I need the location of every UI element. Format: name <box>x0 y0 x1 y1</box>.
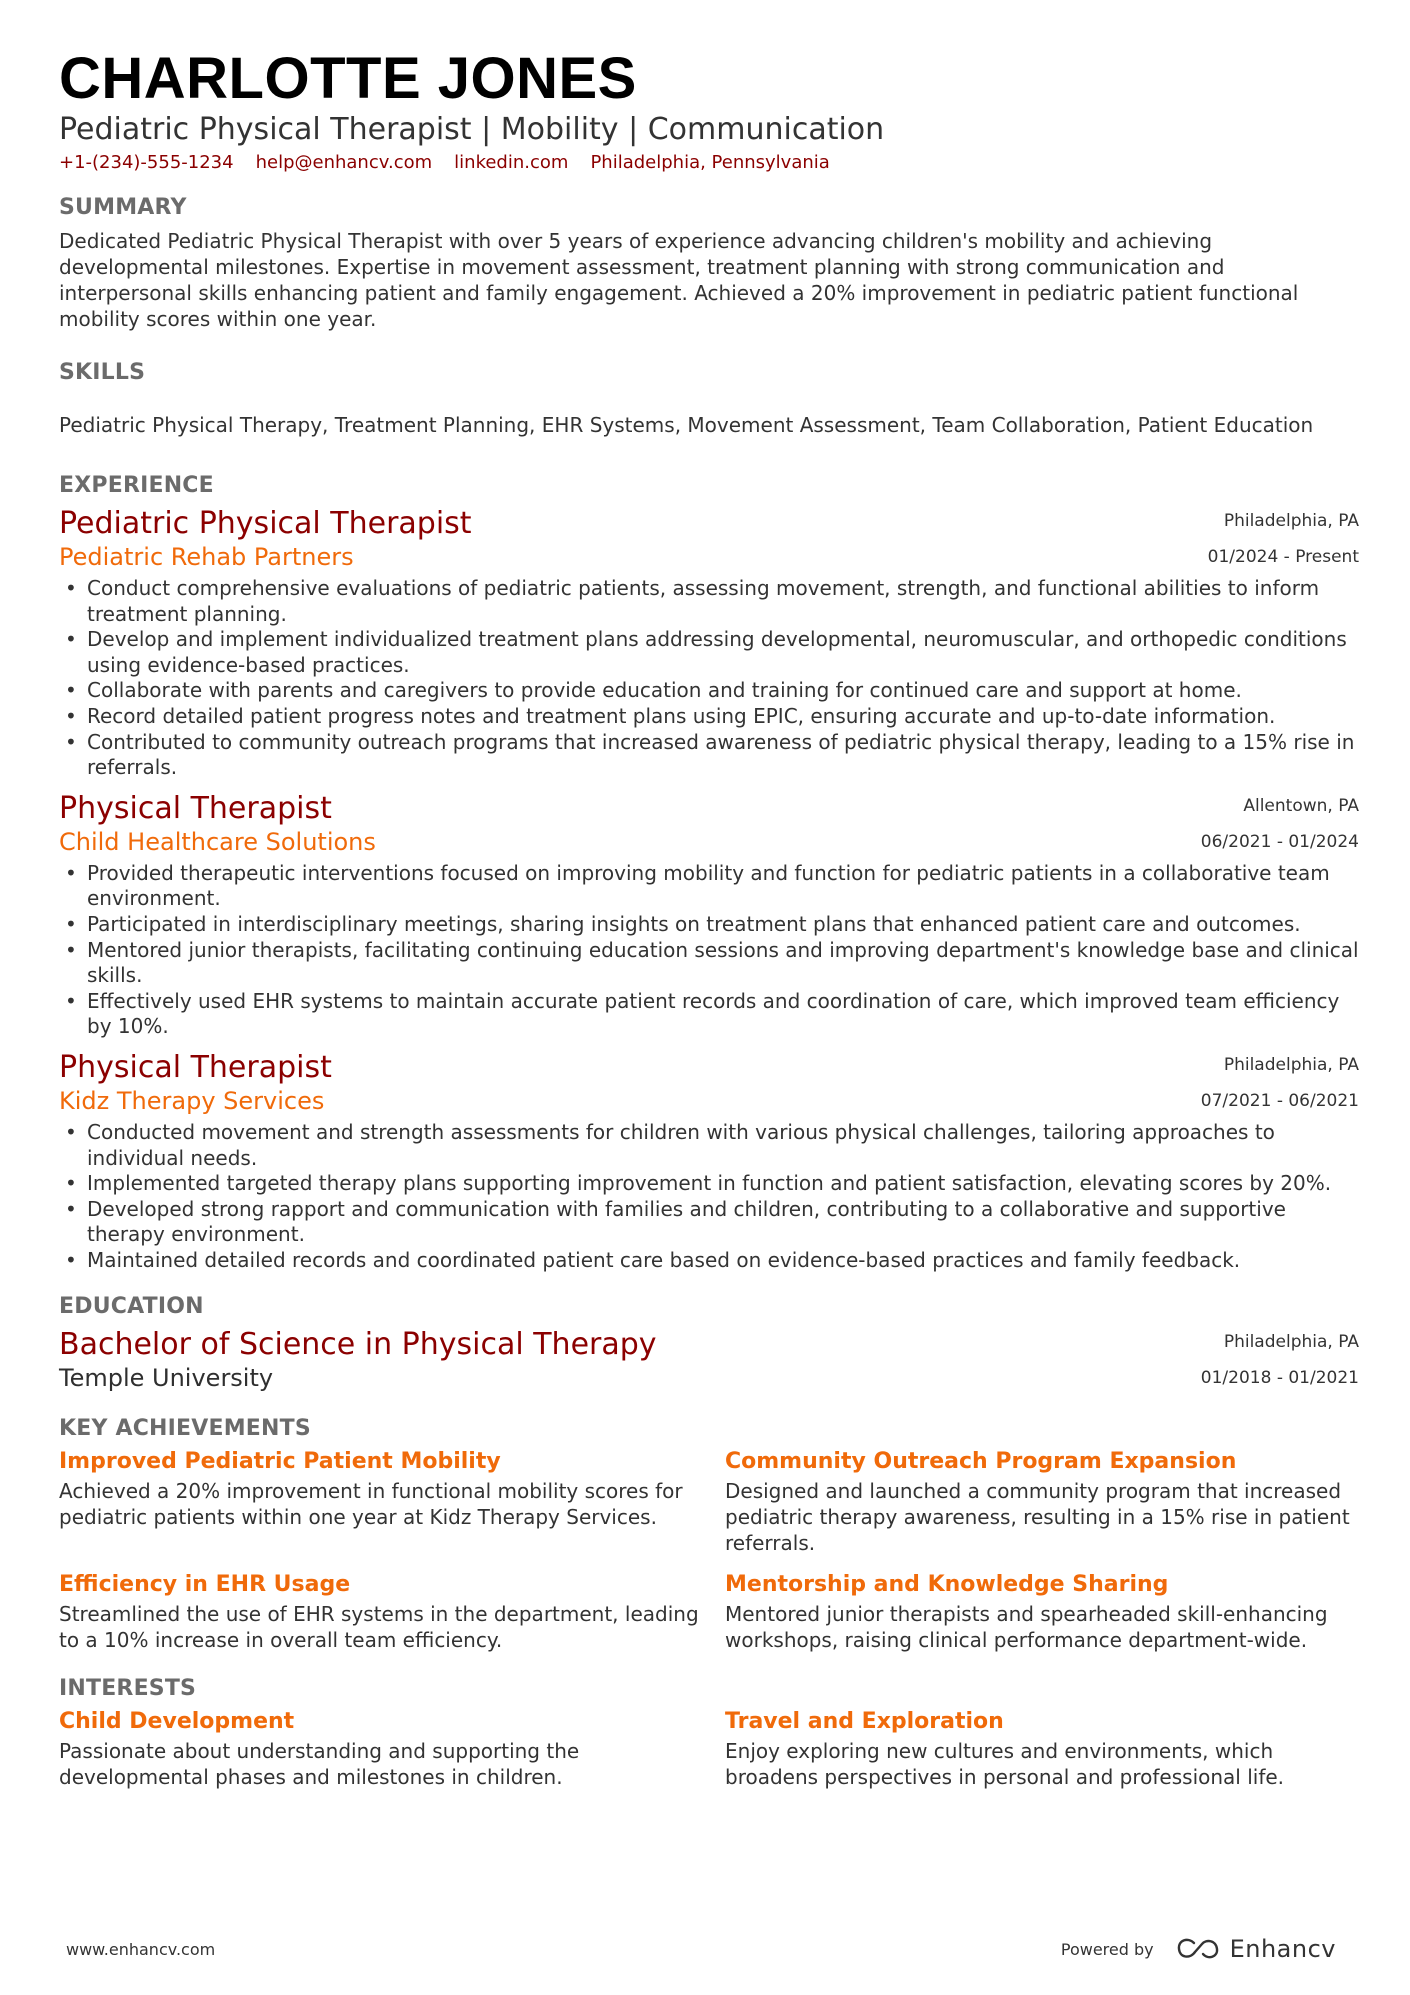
job-company: Pediatric Rehab Partners <box>59 543 354 571</box>
job-bullet: • Effectively used EHR systems to maintain accurate patient records and coordination of care, which improved team efficiency by 10%. <box>59 989 1359 1040</box>
job-bullet: • Collaborate with parents and caregivers to provide education and training for continued care and support at home. <box>59 678 1359 704</box>
job-dates: 07/2021 - 06/2021 <box>1200 1090 1359 1111</box>
interest-title: Travel and Exploration <box>725 1709 1004 1735</box>
education-meta <box>1201 1327 1359 1399</box>
achievement-desc: Achieved a 20% improvement in functional mobility scores for pediatric patients within one year at Kidz Therapy Services. <box>59 1479 683 1530</box>
footer-website[interactable]: www.enhancv.com <box>66 1940 216 1959</box>
interest-desc: Passionate about understanding and supporting the developmental phases and milestones in children. <box>59 1739 580 1790</box>
summary-section <box>59 194 1359 332</box>
interests-section <box>59 1675 1359 1790</box>
job-meta <box>1208 506 1359 578</box>
experience-section <box>59 472 1359 1273</box>
job-company: Child Healthcare Solutions <box>59 827 376 856</box>
skills-section <box>59 359 1359 438</box>
achievement-item <box>59 1570 725 1653</box>
job-bullets <box>59 861 1359 1040</box>
achievement-desc: Mentored junior therapists and spearheaded skill-enhancing workshops, raising clinical performance department-wide. <box>725 1602 1328 1652</box>
achievement-desc: Streamlined the use of EHR systems in the department, leading to a 10% increase in overall team efficiency. <box>59 1602 699 1652</box>
job-bullet: • Develop and implement individualized treatment plans addressing developmental, neuromuscular, and orthopedic conditions using evidence-based practices. <box>59 627 1359 678</box>
experience-heading: EXPERIENCE <box>59 473 214 498</box>
linkedin-link[interactable]: linkedin.com <box>454 152 569 173</box>
interest-desc: Enjoy exploring new cultures and environments, which broadens perspectives in personal and professional life. <box>725 1739 1285 1790</box>
summary-text: Dedicated Pediatric Physical Therapist with over 5 years of experience advancing children's mobility and achieving developmental milestones. Expertise in movement assessment, treatment planning with strong communication and interpersonal skills enhancing patient and family engagement. Achieved a 20% improvement in pediatric patient functional mobility scores within one year. <box>59 229 1299 331</box>
enhancv-brand[interactable] <box>1176 1935 1336 1963</box>
achievements-section <box>59 1415 1359 1653</box>
job-bullet: • Contributed to community outreach programs that increased awareness of pediatric physical therapy, leading to a 15% rise in referrals. <box>59 730 1359 781</box>
achievement-desc: Designed and launched a community program that increased pediatric therapy awareness, resulting in a 15% rise in patient referrals. <box>725 1479 1350 1555</box>
job-title: Physical Therapist <box>59 790 332 826</box>
degree-title: Bachelor of Science in Physical Therapy <box>59 1327 657 1363</box>
achievement-title: Community Outreach Program Expansion <box>725 1449 1237 1475</box>
job-bullet: • Developed strong rapport and communication with families and children, contributing to a collaborative and supportive therapy environment. <box>59 1197 1359 1248</box>
job-meta <box>1201 791 1359 863</box>
job-bullet: • Conducted movement and strength assessments for children with various physical challenges, tailoring approaches to individual needs. <box>59 1120 1359 1171</box>
school-name: Temple University <box>59 1364 274 1393</box>
interest-item <box>725 1707 1359 1790</box>
skills-text: Pediatric Physical Therapy, Treatment Planning, EHR Systems, Movement Assessment, Team Collaboration, Patient Education <box>59 413 1314 437</box>
footer-branding <box>1061 1935 1336 1963</box>
job-entry <box>59 1050 1359 1274</box>
job-bullet: • Conduct comprehensive evaluations of pediatric patients, assessing movement, strength, and functional abilities to inform treatment planning. <box>59 576 1359 627</box>
achievements-grid <box>59 1447 1359 1653</box>
job-dates: 01/2024 - Present <box>1207 547 1359 567</box>
headline: Pediatric Physical Therapist | Mobility | Communication <box>59 112 885 147</box>
education-section <box>59 1293 1359 1393</box>
education-dates: 01/2018 - 01/2021 <box>1200 1368 1359 1389</box>
job-bullet: • Maintained detailed records and coordinated patient care based on evidence-based practices and family feedback. <box>59 1248 1359 1274</box>
job-bullet: • Participated in interdisciplinary meetings, sharing insights on treatment plans that enhanced patient care and outcomes. <box>59 912 1359 938</box>
job-bullet: • Provided therapeutic interventions focused on improving mobility and function for pediatric patients in a collaborative team environment. <box>59 861 1359 912</box>
job-bullets <box>59 576 1359 781</box>
phone-link[interactable]: +1-(234)-555-1234 <box>59 152 234 173</box>
skills-heading: SKILLS <box>59 360 146 385</box>
interests-heading: INTERESTS <box>59 1676 197 1702</box>
resume-page <box>59 46 1359 1791</box>
job-meta <box>1201 1050 1359 1122</box>
job-dates: 06/2021 - 01/2024 <box>1200 831 1359 852</box>
education-entry <box>59 1327 1359 1393</box>
achievement-title: Improved Pediatric Patient Mobility <box>59 1449 501 1475</box>
job-title: Physical Therapist <box>59 1049 332 1085</box>
contact-row <box>59 150 1359 176</box>
location-text: Philadelphia, Pennsylvania <box>590 152 830 173</box>
job-location: Philadelphia, PA <box>1223 511 1359 531</box>
header <box>59 46 1359 176</box>
achievement-title: Mentorship and Knowledge Sharing <box>725 1572 1169 1598</box>
job-location: Allentown, PA <box>1243 795 1359 816</box>
enhancv-logo-icon <box>1176 1937 1222 1961</box>
footer <box>66 1935 1336 1965</box>
powered-by-label: Powered by <box>1060 1939 1154 1959</box>
achievement-item <box>59 1447 725 1556</box>
achievement-item <box>725 1570 1359 1653</box>
job-entry <box>59 506 1359 781</box>
achievement-title: Efficiency in EHR Usage <box>59 1572 351 1598</box>
job-location: Philadelphia, PA <box>1223 1054 1359 1075</box>
achievements-heading: KEY ACHIEVEMENTS <box>59 1416 311 1442</box>
candidate-name: CHARLOTTE JONES <box>59 46 637 111</box>
job-entry <box>59 791 1359 1040</box>
interest-item <box>59 1707 725 1790</box>
job-bullet: • Implemented targeted therapy plans supporting improvement in function and patient satisfaction, elevating scores by 20%. <box>59 1171 1359 1197</box>
job-title: Pediatric Physical Therapist <box>59 506 472 541</box>
job-bullets <box>59 1120 1359 1274</box>
interest-title: Child Development <box>59 1709 295 1735</box>
education-location: Philadelphia, PA <box>1223 1332 1359 1353</box>
achievement-item <box>725 1447 1359 1556</box>
interests-grid <box>59 1707 1359 1790</box>
education-heading: EDUCATION <box>59 1294 204 1320</box>
job-bullet: • Record detailed patient progress notes and treatment plans using EPIC, ensuring accurate and up-to-date information. <box>59 704 1359 730</box>
job-company: Kidz Therapy Services <box>59 1086 325 1115</box>
job-bullet: • Mentored junior therapists, facilitating continuing education sessions and improving department's knowledge base and clinical skills. <box>59 938 1359 989</box>
email-link[interactable]: help@enhancv.com <box>255 152 433 173</box>
summary-heading: SUMMARY <box>59 195 187 220</box>
brand-name: Enhancv <box>1229 1935 1336 1963</box>
